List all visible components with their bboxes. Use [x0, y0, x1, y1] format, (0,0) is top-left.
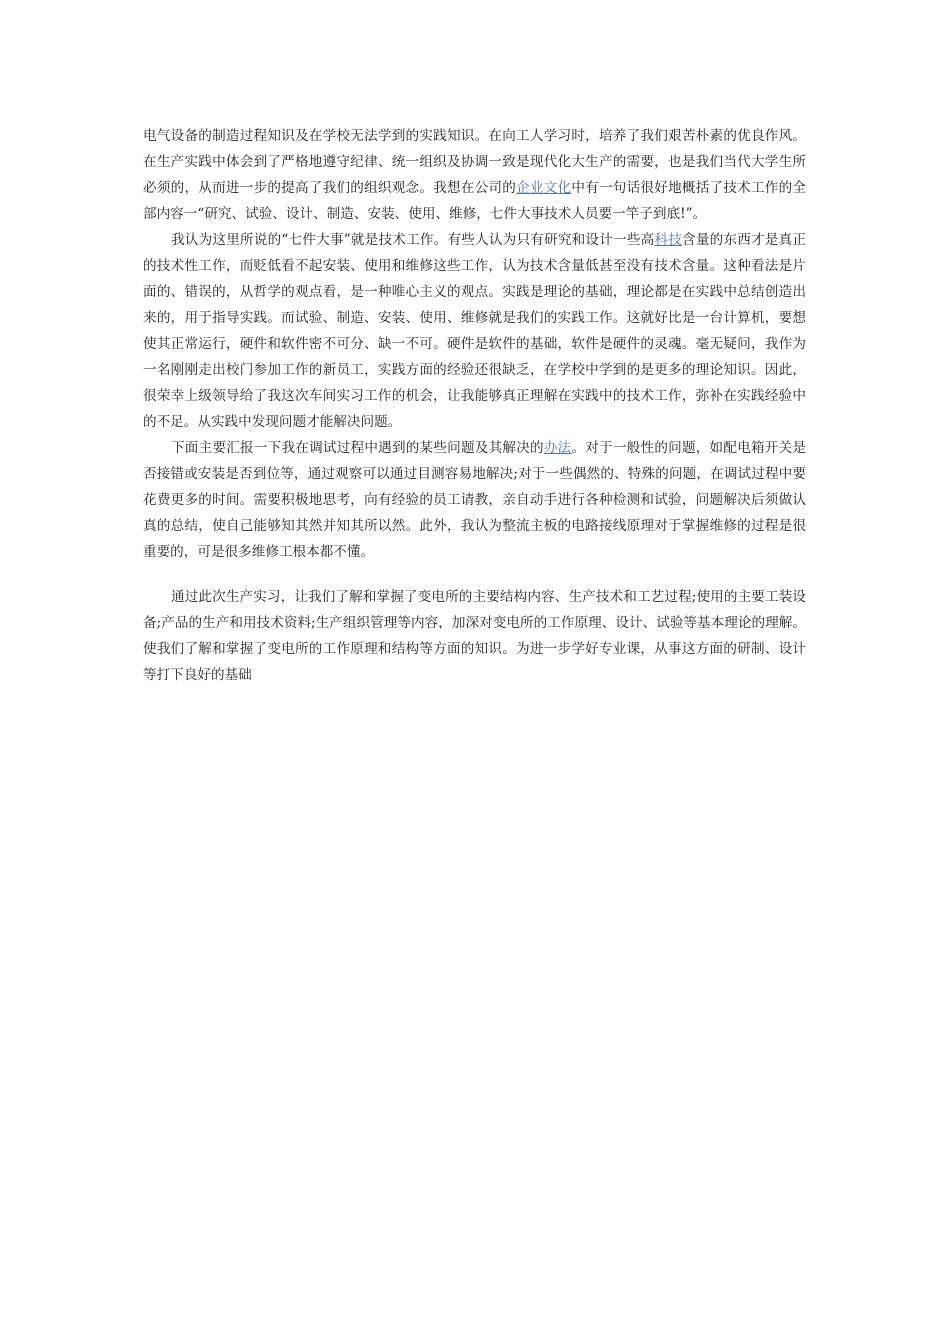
- paragraph-1: [143, 123, 806, 227]
- paragraph-2: [143, 227, 806, 435]
- paragraph-4-text: 通过此次生产实习，让我们了解和掌握了变电所的主要结构内容、生产技术和工艺过程;使用的主要工装设备;产品的生产和用技术资料;生产组织管理等内容，加深对变电所的工作原理、设计、试验等基本理论的理解。使我们了解和掌握了变电所的工作原理和结构等方面的知识。为进一步学好专业课，从事这方面的研制、设计等打下良好的基础: [143, 589, 806, 683]
- paragraph-3: [143, 435, 806, 565]
- paragraph-1-text-b: 中有一句话很好地概括了技术工作的全部内容一“研究、试验、设计、制造、安装、使用、维修，七件大事技术人员要一竿子到底!”。: [143, 180, 807, 222]
- paragraph-3-text-a: 下面主要汇报一下我在调试过程中遇到的某些问题及其解决的: [171, 440, 544, 456]
- paragraph-2-text-a: 我认为这里所说的“七件大事”就是技术工作。有些人认为只有研究和设计一些高: [171, 232, 655, 248]
- paragraph-1-text-a: 电气设备的制造过程知识及在学校无法学到的实践知识。在向工人学习时，培养了我们艰苦朴素的优良作风。在生产实践中体会到了严格地遵守纪律、统一组织及协调一致是现代化大生产的需要，也是我们当代大学生所必须的，从而进一步的提高了我们的组织观念。我想在公司的: [143, 128, 806, 196]
- link-corporate-culture[interactable]: 企业文化: [516, 180, 572, 196]
- paragraph-2-text-b: 含量的东西才是真正的技术性工作，而贬低看不起安装、使用和维修这些工作，认为技术含量低甚至没有技术含量。这种看法是片面的、错误的，从哲学的观点看，是一种唯心主义的观点。实践是理论的基础，理论都是在实践中总结创造出来的，用于指导实践。而试验、制造、安装、使用、维修就是我们的实践工作。这就好比是一台计算机，要想使其正常运行，硬件和软件密不可分、缺一不可。硬件是软件的基础，软件是硬件的灵魂。毫无疑问，我作为一名刚刚走出校门参加工作的新员工，实践方面的经验还很缺乏，在学校中学到的是更多的理论知识。因此，很荣幸上级领导给了我这次车间实习工作的机会，让我能够真正理解在实践中的技术工作，弥补在实践经验中的不足。从实践中发现问题才能解决问题。: [143, 232, 807, 430]
- link-method[interactable]: 办法: [543, 440, 572, 456]
- paragraph-3-text-b: 。对于一般性的问题，如配电箱开关是否接错或安装是否到位等，通过观察可以通过目测容易地解决;对于一些偶然的、特殊的问题，在调试过程中要花费更多的时间。需要积极地思考，向有经验的员工请教，亲自动手进行各种检测和试验，问题解决后须做认真的总结，使自己能够知其然并知其所以然。此外，我认为整流主板的电路接线原理对于掌握维修的过程是很重要的，可是很多维修工根本都不懂。: [143, 440, 807, 560]
- document-body: [143, 123, 806, 688]
- link-technology[interactable]: 科技: [654, 232, 683, 248]
- paragraph-4: [143, 584, 806, 688]
